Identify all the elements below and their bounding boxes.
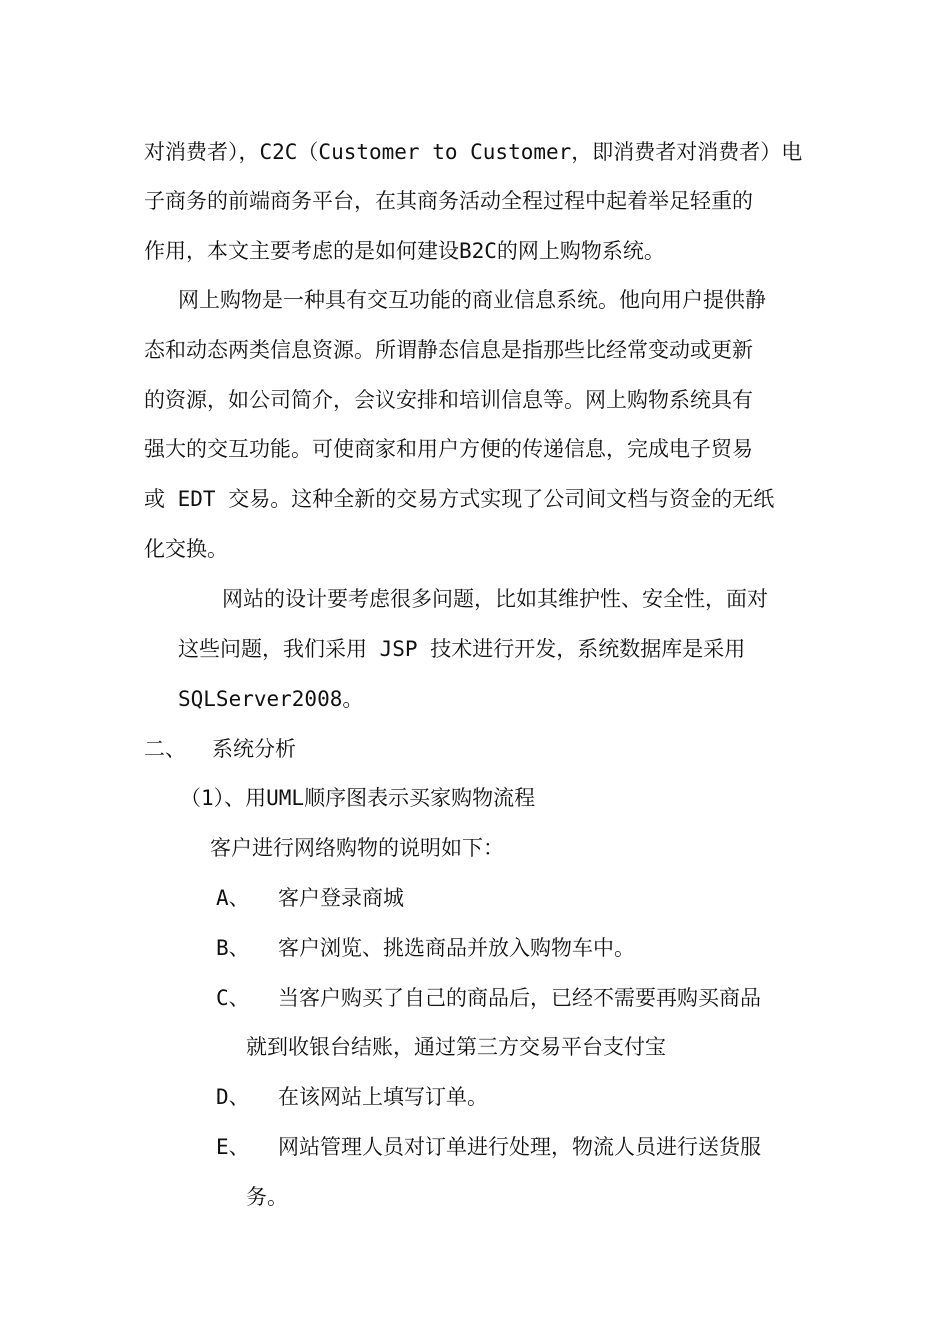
step-d-text: 在该网站上填写订单。 (278, 1085, 488, 1109)
step-a-marker: A、 (216, 886, 250, 910)
paragraph-2-line-2: 态和动态两类信息资源。所谓静态信息是指那些比经常变动或更新 (144, 338, 753, 362)
steps-intro: 客户进行网络购物的说明如下： (210, 836, 504, 860)
paragraph-1-line-1: 对消费者），C2C（Customer to Customer，即消费者对消费者）电 (144, 140, 803, 164)
paragraph-2-line-6: 化交换。 (144, 537, 228, 561)
step-b-marker: B、 (216, 936, 250, 960)
paragraph-2-line-1: 网上购物是一种具有交互功能的商业信息系统。他向用户提供静 (178, 288, 766, 312)
subsection-title: （1）、用UML顺序图表示买家购物流程 (180, 786, 536, 810)
paragraph-2-line-4: 强大的交互功能。可使商家和用户方便的传递信息，完成电子贸易 (144, 437, 753, 461)
step-a-text: 客户登录商城 (278, 886, 404, 910)
paragraph-1-line-2: 子商务的前端商务平台，在其商务活动全程过程中起着举足轻重的 (144, 189, 753, 213)
step-d-marker: D、 (216, 1085, 250, 1109)
paragraph-3-line-2: 这些问题，我们采用 JSP 技术进行开发，系统数据库是采用 (178, 637, 746, 661)
step-c-marker: C、 (216, 986, 250, 1010)
step-e-marker: E、 (216, 1135, 250, 1159)
paragraph-2-line-5: 或 EDT 交易。这种全新的交易方式实现了公司间文档与资金的无纸 (144, 487, 775, 511)
paragraph-3-line-3: SQLServer2008。 (178, 687, 364, 711)
section-title: 系统分析 (212, 737, 296, 761)
step-c-text-line-1: 当客户购买了自己的商品后，已经不需要再购买商品 (278, 986, 761, 1010)
step-b-text: 客户浏览、挑选商品并放入购物车中。 (278, 936, 635, 960)
paragraph-1-line-3: 作用，本文主要考虑的是如何建设B2C的网上购物系统。 (144, 239, 665, 263)
step-c-text-line-2: 就到收银台结账，通过第三方交易平台支付宝 (246, 1035, 666, 1059)
paragraph-2-line-3: 的资源，如公司简介，会议安排和培训信息等。网上购物系统具有 (144, 388, 753, 412)
step-e-text-line-2: 务。 (246, 1185, 288, 1209)
step-e-text-line-1: 网站管理人员对订单进行处理，物流人员进行送货服 (278, 1135, 761, 1159)
section-number: 二、 (144, 737, 186, 761)
paragraph-3-line-1: 网站的设计要考虑很多问题，比如其维护性、安全性，面对 (222, 587, 768, 611)
